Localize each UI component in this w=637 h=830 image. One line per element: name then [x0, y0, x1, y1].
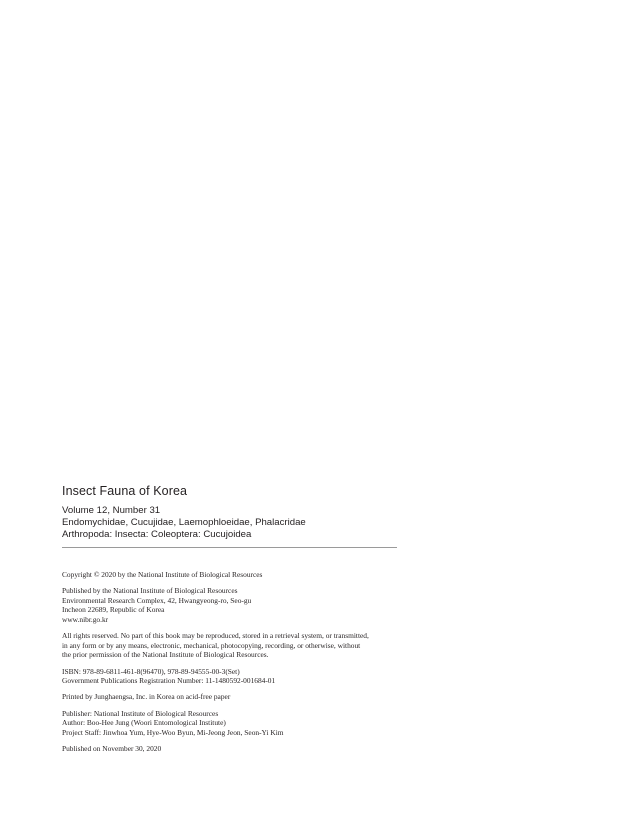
volume-number: Volume 12, Number 31	[62, 505, 161, 516]
publication-date	[62, 744, 402, 754]
family-list: Endomychidae, Cucujidae, Laemophloeidae, Phalacridae	[62, 517, 306, 528]
divider-rule	[62, 547, 397, 548]
rights-line: All rights reserved. No part of this book may be reproduced, stored in a retrieval system, or transmitted,	[62, 631, 369, 641]
series-info	[62, 505, 402, 541]
isbn-line: ISBN: 978-89-6811-461-8(96470), 978-89-94555-00-3(Set)	[62, 666, 240, 676]
copyright-imprint	[62, 570, 402, 760]
copyright-notice	[62, 570, 402, 580]
city-line: Incheon 22689, Republic of Korea	[62, 605, 165, 615]
series-title: Insect Fauna of Korea	[62, 484, 188, 498]
credits-block	[62, 709, 402, 738]
rights-line: in any form or by any means, electronic, mechanical, photocopying, recording, or otherwise, without	[62, 640, 361, 650]
author-credit-line: Author: Boo-Hee Jung (Woori Entomological Institute)	[62, 718, 226, 728]
printer-notice	[62, 692, 402, 702]
publisher-line: Published by the National Institute of Biological Resources	[62, 586, 238, 596]
publisher-credit-line: Publisher: National Institute of Biological Resources	[62, 708, 219, 718]
registration-number-line: Government Publications Registration Number: 11-1480592-001684-01	[62, 676, 276, 686]
isbn-block	[62, 667, 402, 686]
website-line: www.nibr.go.kr	[62, 614, 109, 624]
staff-credit-line: Project Staff: Jinwhoa Yum, Hye-Woo Byun, Mi-Jeong Jeon, Seon-Yi Kim	[62, 727, 284, 737]
rights-line: the prior permission of the National Institute of Biological Resources.	[62, 650, 269, 660]
publication-date-line: Published on November 30, 2020	[62, 743, 162, 753]
publisher-address	[62, 586, 402, 624]
copyright-line: Copyright © 2020 by the National Institute of Biological Resources	[62, 570, 263, 579]
printer-line: Printed by Junghaengsa, Inc. in Korea on acid-free paper	[62, 692, 231, 702]
address-line: Environmental Research Complex, 42, Hwangyeong-ro, Seo-gu	[62, 595, 252, 605]
rights-statement	[62, 631, 402, 660]
taxonomic-classification: Arthropoda: Insecta: Coleoptera: Cucujoidea	[62, 529, 252, 540]
